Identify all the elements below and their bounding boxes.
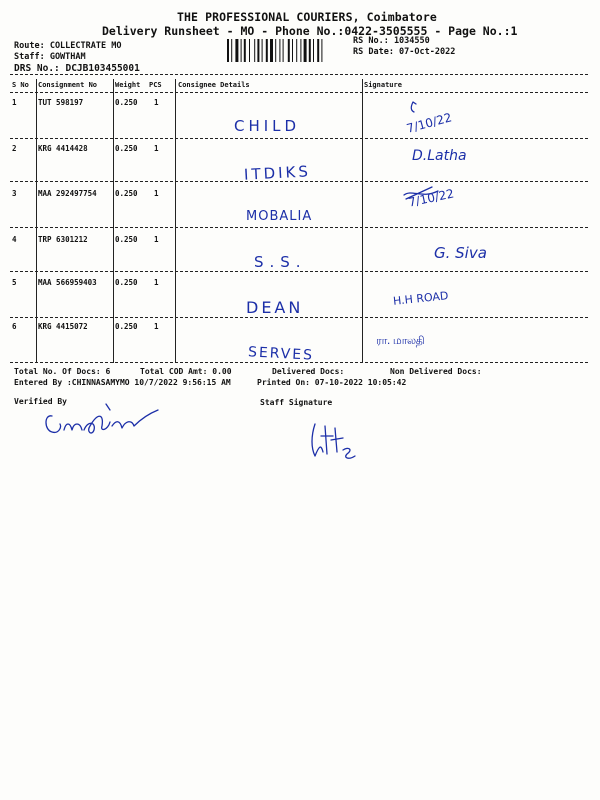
signature-row-5: H.H ROAD bbox=[392, 289, 449, 308]
col-divider bbox=[36, 79, 37, 363]
row-sno: 6 bbox=[12, 322, 17, 331]
row-consignment: KRG 4414428 bbox=[38, 144, 88, 153]
barcode-bar bbox=[279, 39, 280, 62]
strike-scribble-icon bbox=[402, 185, 442, 205]
col-divider bbox=[175, 79, 176, 363]
barcode-bar bbox=[288, 39, 290, 62]
row-separator bbox=[10, 227, 588, 228]
row-consignment: TRP 6301212 bbox=[38, 235, 88, 244]
column-header-pcs: PCS bbox=[149, 81, 162, 89]
barcode-bar bbox=[249, 39, 250, 62]
barcode-bar bbox=[241, 39, 242, 62]
barcode-bar bbox=[321, 39, 322, 62]
verifier-signature-icon bbox=[40, 390, 165, 442]
handwritten-consignee: MOBALIA bbox=[246, 209, 313, 224]
signature-row-3: 7/10/22 bbox=[407, 186, 456, 210]
col-divider bbox=[113, 79, 114, 363]
row-weight: 0.250 bbox=[115, 235, 138, 244]
barcode-bar bbox=[270, 39, 273, 62]
handwritten-consignee: SERVES bbox=[247, 344, 315, 364]
header-bottom-rule bbox=[10, 92, 588, 93]
column-header-weight: Weight bbox=[115, 81, 141, 89]
row-consignment: KRG 4415072 bbox=[38, 322, 88, 331]
rs-date: RS Date: 07-Oct-2022 bbox=[353, 47, 456, 57]
header-top-rule bbox=[10, 74, 588, 75]
company-title: THE PROFESSIONAL COURIERS, Coimbatore bbox=[177, 10, 437, 24]
row-weight: 0.250 bbox=[115, 98, 138, 107]
handwritten-consignee: S.S. bbox=[254, 253, 307, 271]
row-sno: 1 bbox=[12, 98, 17, 107]
barcode-image bbox=[227, 39, 347, 62]
row-separator bbox=[10, 138, 588, 139]
row-consignment: TUT 598197 bbox=[38, 98, 84, 107]
runsheet-subtitle: Delivery Runsheet - MO - Phone No.:0422-3505555 - Page No.:1 bbox=[102, 24, 518, 38]
total-cod: Total COD Amt: 0.00 bbox=[140, 367, 232, 376]
column-header-consignment: Consignment No bbox=[38, 81, 98, 89]
barcode-bar bbox=[296, 39, 297, 62]
row-weight: 0.250 bbox=[115, 189, 138, 198]
row-consignment: MAA 566959403 bbox=[38, 278, 97, 287]
column-header-sno: S No bbox=[12, 81, 29, 89]
row-sno: 3 bbox=[12, 189, 17, 198]
row-pcs: 1 bbox=[154, 98, 159, 107]
row-separator bbox=[10, 317, 588, 318]
barcode-bar bbox=[266, 39, 268, 62]
column-header-signature: Signature bbox=[364, 81, 402, 89]
row-separator bbox=[10, 271, 588, 272]
barcode-bar bbox=[300, 39, 301, 62]
barcode-bar bbox=[292, 39, 293, 62]
signature-row-1: 7/10/22 bbox=[404, 110, 454, 136]
barcode-bar bbox=[313, 39, 314, 62]
row-sno: 5 bbox=[12, 278, 17, 287]
row-weight: 0.250 bbox=[115, 144, 138, 153]
non-delivered-docs: Non Delivered Docs: bbox=[390, 367, 482, 376]
barcode-bar bbox=[235, 39, 238, 62]
barcode-bar bbox=[254, 39, 255, 62]
barcode-bar bbox=[231, 39, 232, 62]
row-pcs: 1 bbox=[154, 278, 159, 287]
printed-on: Printed On: 07-10-2022 10:05:42 bbox=[257, 378, 407, 387]
row-sno: 2 bbox=[12, 144, 17, 153]
verified-by-label: Verified By bbox=[14, 397, 67, 406]
delivered-docs: Delivered Docs: bbox=[272, 367, 345, 376]
handwritten-consignee: ITDIKS bbox=[243, 162, 312, 184]
route-label: Route: COLLECTRATE MO bbox=[14, 41, 122, 51]
barcode-bar bbox=[309, 39, 311, 62]
signature-row-2: D.Latha bbox=[412, 148, 467, 164]
column-header-consignee: Consignee Details bbox=[178, 81, 250, 89]
entered-by: Entered By :CHINNASAMYMO 10/7/2022 9:56:15 AM bbox=[14, 378, 231, 387]
barcode-bar bbox=[275, 39, 276, 62]
handwritten-consignee: CHILD bbox=[234, 117, 301, 135]
total-docs: Total No. Of Docs: 6 bbox=[14, 367, 111, 376]
rs-number: RS No.: 1034550 bbox=[353, 36, 430, 46]
signature-row-6: ரா. மாலதி bbox=[376, 334, 425, 347]
row-consignment: MAA 292497754 bbox=[38, 189, 97, 198]
staff-signature-icon bbox=[305, 416, 365, 464]
barcode-bar bbox=[262, 39, 263, 62]
row-pcs: 1 bbox=[154, 189, 159, 198]
barcode-bar bbox=[283, 39, 284, 62]
row-pcs: 1 bbox=[154, 235, 159, 244]
barcode-bar bbox=[244, 39, 246, 62]
row-sno: 4 bbox=[12, 235, 17, 244]
row-weight: 0.250 bbox=[115, 322, 138, 331]
signature-row-4: G. Siva bbox=[434, 244, 487, 262]
row-pcs: 1 bbox=[154, 144, 159, 153]
barcode-bar bbox=[317, 39, 319, 62]
staff-signature-label: Staff Signature bbox=[260, 398, 333, 407]
drs-number: DRS No.: DCJB103455001 bbox=[14, 63, 140, 74]
row-pcs: 1 bbox=[154, 322, 159, 331]
barcode-bar bbox=[257, 39, 259, 62]
signature-mark-icon bbox=[405, 100, 425, 120]
staff-label: Staff: GOWTHAM bbox=[14, 52, 86, 62]
col-divider bbox=[362, 79, 363, 363]
barcode-bar bbox=[304, 39, 307, 62]
barcode-bar bbox=[227, 39, 229, 62]
handwritten-consignee: DEAN bbox=[246, 298, 304, 317]
row-weight: 0.250 bbox=[115, 278, 138, 287]
row-separator bbox=[10, 181, 588, 182]
